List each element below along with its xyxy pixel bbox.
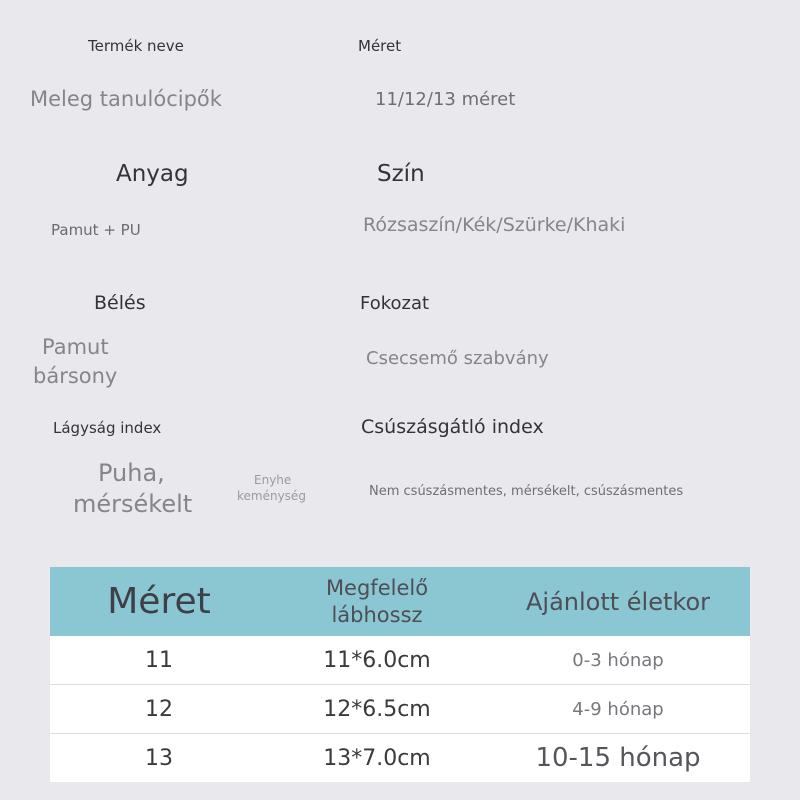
row-size: 12 [50,685,268,734]
grade-value: Csecsemő szabvány [366,348,549,369]
table-row [50,734,750,783]
row-size: 11 [50,636,268,685]
size-value: 11/12/13 méret [375,89,516,110]
table-row [50,636,750,685]
row-age: 4-9 hónap [486,685,750,734]
size-label: Méret [358,37,402,55]
lining-value-line1: Pamut [42,335,109,359]
color-value: Rózsaszín/Kék/Szürke/Khaki [363,214,626,236]
softness-label: Lágyság index [53,419,162,437]
material-label: Anyag [116,161,189,187]
row-foot: 11*6.0cm [268,636,486,685]
header-size: Méret [50,567,268,636]
row-age: 0-3 hónap [486,636,750,685]
lining-label: Bélés [94,292,146,314]
header-foot-line2: lábhossz [331,602,423,627]
softness-note-line1: Enyhe [254,473,292,487]
header-foot-length [268,567,486,636]
antislip-label: Csúszásgátló index [361,416,544,438]
header-age: Ajánlott életkor [486,567,750,636]
row-age: 10-15 hónap [486,734,750,783]
row-size: 13 [50,734,268,783]
size-table [50,567,750,782]
softness-note-line2: keménység [237,489,306,503]
header-foot-line1: Megfelelő [325,575,429,600]
antislip-value: Nem csúszásmentes, mérsékelt, csúszásmentes [369,484,684,499]
color-label: Szín [377,161,425,187]
softness-value-line1: Puha, [98,459,165,487]
grade-label: Fokozat [360,293,430,314]
row-foot: 13*7.0cm [268,734,486,783]
lining-value-line2: bársony [33,364,118,388]
row-foot: 12*6.5cm [268,685,486,734]
product-name-label: Termék neve [88,37,184,55]
size-table-header [50,567,750,636]
material-value: Pamut + PU [51,221,141,239]
product-name-value: Meleg tanulócipők [30,87,222,111]
softness-value-line2: mérsékelt [73,490,193,518]
table-row [50,685,750,734]
